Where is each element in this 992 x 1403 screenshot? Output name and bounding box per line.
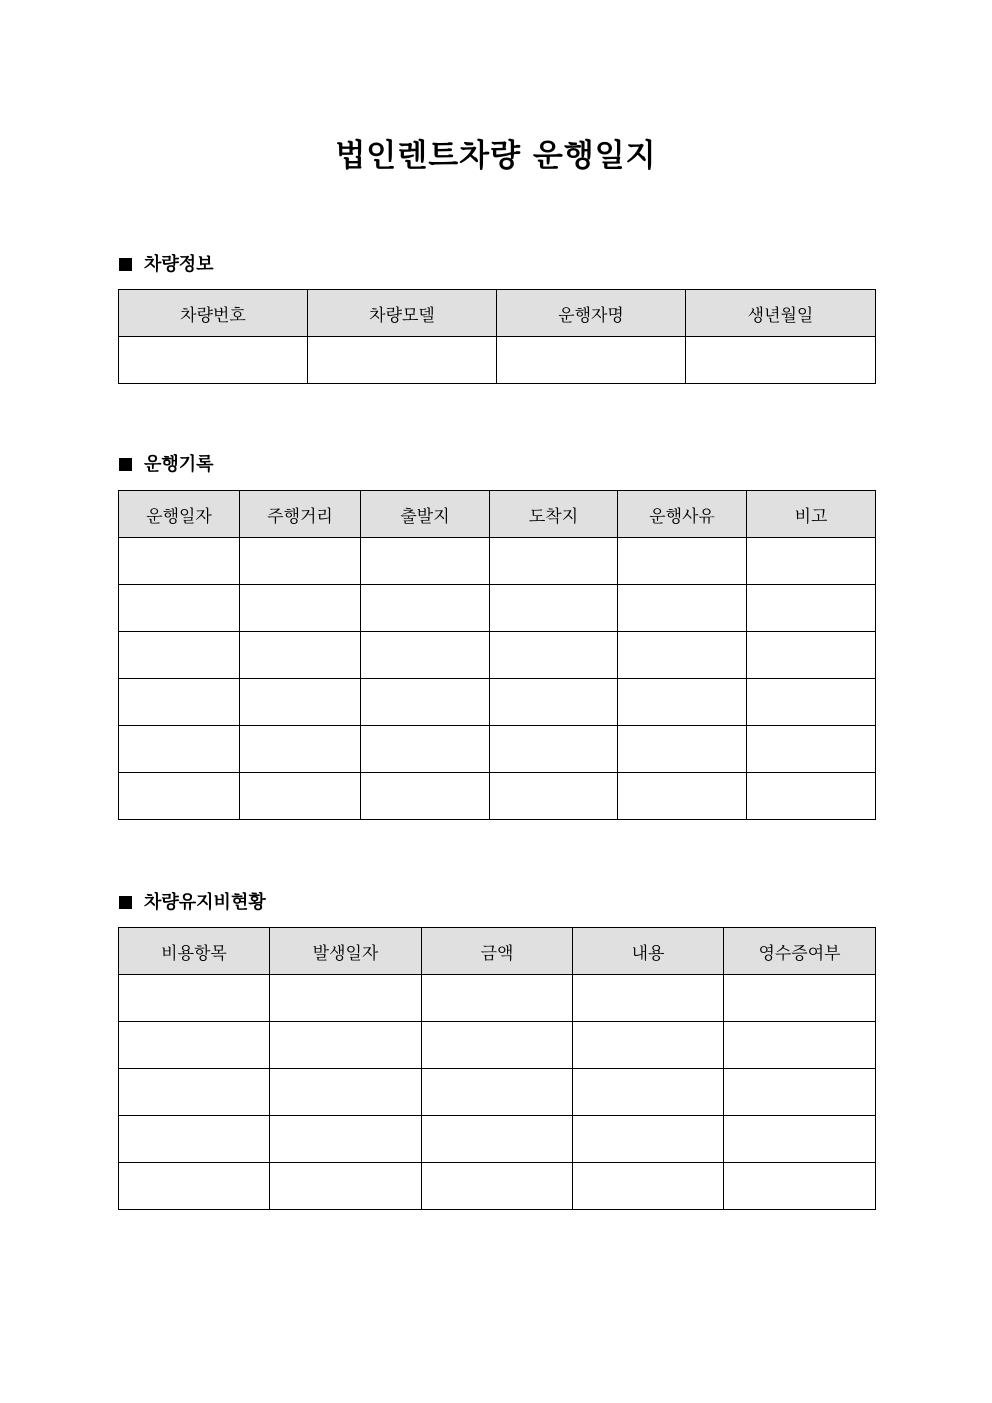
input-cell[interactable]: [270, 1163, 422, 1210]
section-heading-label: 차량정보: [144, 254, 214, 275]
table-row: [119, 1022, 876, 1069]
column-header: 차량번호: [119, 290, 308, 337]
input-cell[interactable]: [422, 1069, 573, 1116]
section-heading-driving-log: [119, 453, 214, 477]
input-cell[interactable]: [724, 1069, 876, 1116]
input-cell[interactable]: [618, 632, 747, 679]
input-cell[interactable]: [573, 1116, 724, 1163]
input-cell[interactable]: [422, 1116, 573, 1163]
header-row: [119, 928, 876, 975]
input-cell[interactable]: [240, 679, 361, 726]
column-header: 금액: [422, 928, 573, 975]
input-cell[interactable]: [361, 679, 490, 726]
input-cell[interactable]: [747, 679, 876, 726]
input-cell[interactable]: [490, 538, 618, 585]
section-heading-label: 운행기록: [144, 454, 214, 475]
column-header: 출발지: [361, 491, 490, 538]
header-row: [119, 491, 876, 538]
input-cell[interactable]: [497, 337, 686, 384]
input-cell[interactable]: [422, 975, 573, 1022]
input-cell[interactable]: [361, 585, 490, 632]
input-cell[interactable]: [308, 337, 497, 384]
column-header: 내용: [573, 928, 724, 975]
input-cell[interactable]: [724, 1163, 876, 1210]
column-header: 비고: [747, 491, 876, 538]
input-cell[interactable]: [270, 1116, 422, 1163]
input-cell[interactable]: [270, 975, 422, 1022]
input-cell[interactable]: [618, 679, 747, 726]
input-cell[interactable]: [361, 538, 490, 585]
driving-log-table: [118, 490, 876, 820]
input-cell[interactable]: [490, 679, 618, 726]
input-cell[interactable]: [724, 1116, 876, 1163]
table-row: [119, 726, 876, 773]
input-cell[interactable]: [361, 726, 490, 773]
table-row: [119, 585, 876, 632]
column-header: 생년월일: [686, 290, 876, 337]
input-cell[interactable]: [119, 1022, 270, 1069]
column-header: 운행일자: [119, 491, 240, 538]
input-cell[interactable]: [618, 585, 747, 632]
input-cell[interactable]: [361, 632, 490, 679]
input-cell[interactable]: [240, 538, 361, 585]
input-cell[interactable]: [119, 679, 240, 726]
column-header: 운행사유: [618, 491, 747, 538]
input-cell[interactable]: [618, 538, 747, 585]
input-cell[interactable]: [747, 632, 876, 679]
input-cell[interactable]: [119, 632, 240, 679]
square-bullet-icon: [119, 458, 132, 471]
input-cell[interactable]: [747, 585, 876, 632]
input-cell[interactable]: [573, 1069, 724, 1116]
input-cell[interactable]: [747, 538, 876, 585]
table-row: [119, 337, 876, 384]
table-row: [119, 975, 876, 1022]
input-cell[interactable]: [119, 1069, 270, 1116]
table-row: [119, 679, 876, 726]
input-cell[interactable]: [119, 1163, 270, 1210]
maintenance-costs-table: [118, 927, 876, 1210]
input-cell[interactable]: [422, 1022, 573, 1069]
vehicle-info-table: [118, 289, 876, 384]
column-header: 도착지: [490, 491, 618, 538]
column-header: 운행자명: [497, 290, 686, 337]
section-heading-label: 차량유지비현황: [144, 892, 266, 913]
table-row: [119, 538, 876, 585]
input-cell[interactable]: [573, 1163, 724, 1210]
table-row: [119, 1116, 876, 1163]
input-cell[interactable]: [490, 773, 618, 820]
input-cell[interactable]: [240, 726, 361, 773]
input-cell[interactable]: [686, 337, 876, 384]
square-bullet-icon: [119, 896, 132, 909]
input-cell[interactable]: [119, 337, 308, 384]
input-cell[interactable]: [240, 773, 361, 820]
input-cell[interactable]: [119, 585, 240, 632]
input-cell[interactable]: [724, 1022, 876, 1069]
input-cell[interactable]: [747, 773, 876, 820]
column-header: 주행거리: [240, 491, 361, 538]
input-cell[interactable]: [361, 773, 490, 820]
input-cell[interactable]: [119, 1116, 270, 1163]
input-cell[interactable]: [573, 1022, 724, 1069]
input-cell[interactable]: [270, 1069, 422, 1116]
square-bullet-icon: [119, 258, 132, 271]
section-heading-maintenance-costs: [119, 891, 266, 915]
input-cell[interactable]: [270, 1022, 422, 1069]
table-row: [119, 1069, 876, 1116]
input-cell[interactable]: [240, 632, 361, 679]
input-cell[interactable]: [240, 585, 361, 632]
column-header: 발생일자: [270, 928, 422, 975]
input-cell[interactable]: [618, 773, 747, 820]
input-cell[interactable]: [490, 585, 618, 632]
page-title: 법인렌트차량 운행일지: [335, 138, 657, 174]
input-cell[interactable]: [422, 1163, 573, 1210]
table-row: [119, 1163, 876, 1210]
input-cell[interactable]: [119, 975, 270, 1022]
input-cell[interactable]: [119, 773, 240, 820]
input-cell[interactable]: [618, 726, 747, 773]
header-row: [119, 290, 876, 337]
input-cell[interactable]: [490, 632, 618, 679]
input-cell[interactable]: [119, 726, 240, 773]
column-header: 차량모델: [308, 290, 497, 337]
column-header: 비용항목: [119, 928, 270, 975]
input-cell[interactable]: [573, 975, 724, 1022]
input-cell[interactable]: [490, 726, 618, 773]
input-cell[interactable]: [119, 538, 240, 585]
input-cell[interactable]: [724, 975, 876, 1022]
table-row: [119, 773, 876, 820]
table-row: [119, 632, 876, 679]
column-header: 영수증여부: [724, 928, 876, 975]
input-cell[interactable]: [747, 726, 876, 773]
section-heading-vehicle-info: [119, 253, 214, 277]
